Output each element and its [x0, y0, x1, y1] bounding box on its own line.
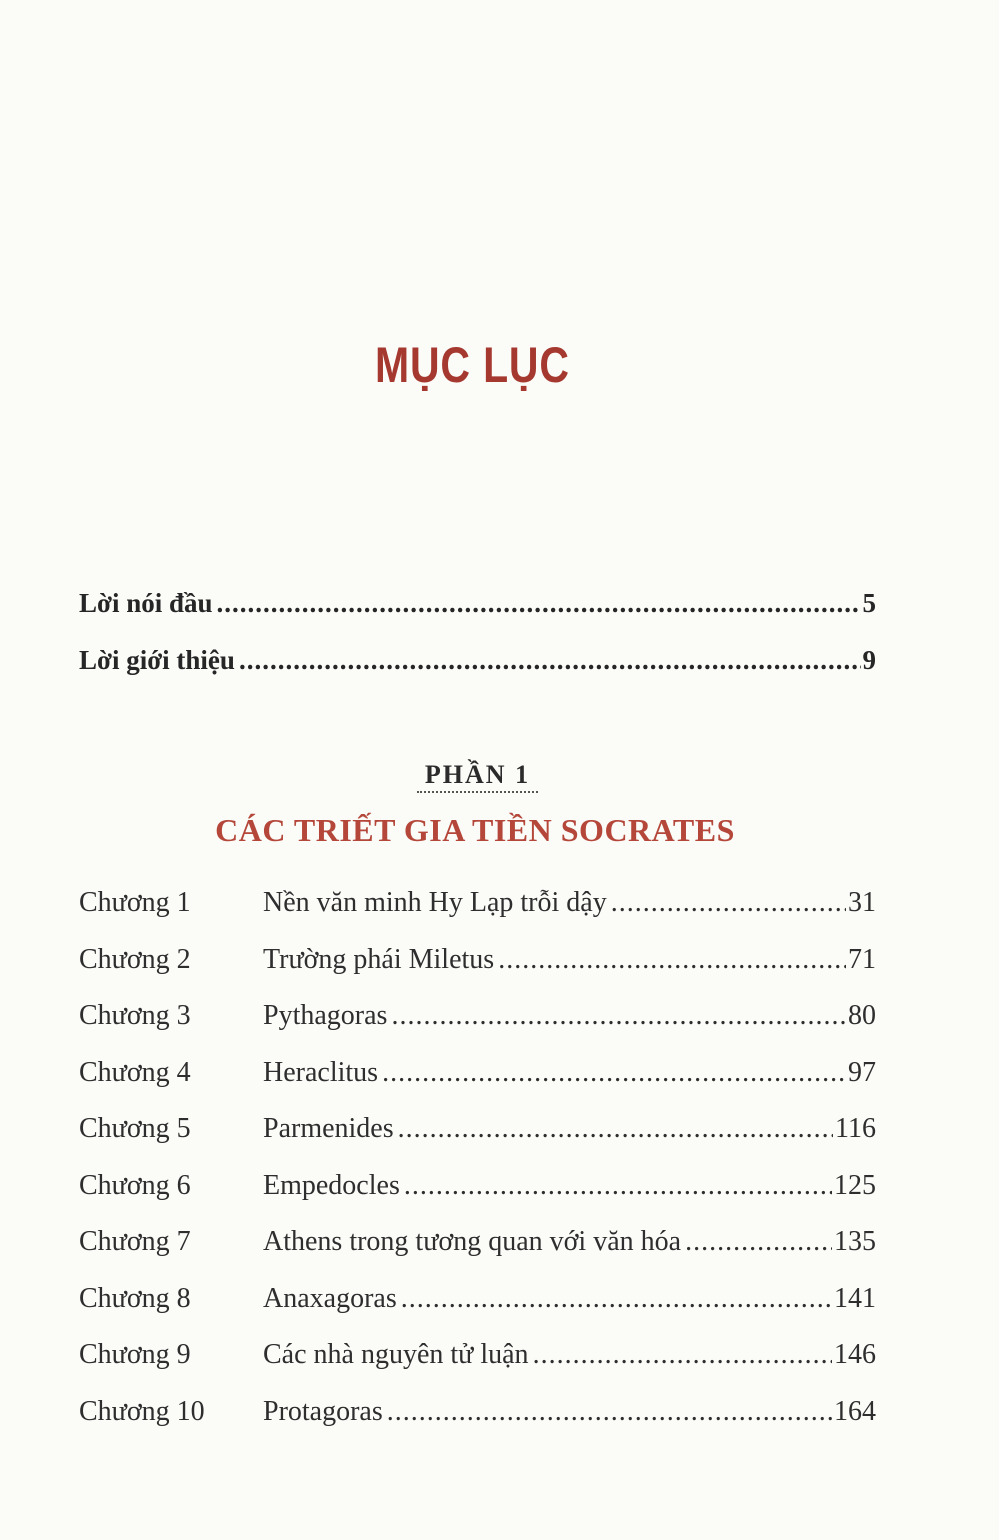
- entry-page-number: 9: [862, 645, 876, 675]
- chapter-page-number: 31: [848, 887, 876, 918]
- chapter-page-number: 164: [834, 1396, 876, 1427]
- dot-leader: [398, 1113, 833, 1145]
- chapter-number: Chương 3: [79, 1000, 191, 1031]
- chapter-number: Chương 8: [79, 1283, 191, 1314]
- part-label: PHẦN 1: [0, 760, 955, 790]
- chapter-page-number: 125: [834, 1170, 876, 1201]
- entry-label: Lời nói đầu: [79, 588, 213, 618]
- chapter-number: Chương 6: [79, 1170, 191, 1201]
- toc-entry-introduction: [79, 645, 876, 676]
- chapter-number: Chương 9: [79, 1339, 191, 1370]
- chapter-title: Protagoras: [263, 1396, 383, 1427]
- toc-entry-preface: [79, 588, 876, 619]
- dot-leader: [387, 1396, 832, 1428]
- chapter-number: Chương 2: [79, 944, 191, 975]
- chapter-page-number: 146: [834, 1339, 876, 1370]
- dot-leader: [611, 887, 846, 919]
- dot-leader: [239, 645, 861, 676]
- chapter-title: Heraclitus: [263, 1057, 379, 1088]
- toc-chapter-entry: [79, 1396, 876, 1428]
- chapter-title: Nền văn minh Hy Lạp trỗi dậy: [263, 887, 607, 918]
- dot-leader: [498, 944, 846, 976]
- chapter-page-number: 97: [848, 1057, 876, 1088]
- chapter-title: Parmenides: [263, 1113, 394, 1144]
- chapter-number: Chương 10: [79, 1396, 205, 1427]
- dot-leader: [382, 1057, 846, 1089]
- dot-leader: [404, 1170, 832, 1202]
- toc-chapter-entry: [79, 1000, 876, 1032]
- dot-leader: [217, 588, 861, 619]
- entry-page-number: 5: [862, 588, 876, 618]
- chapter-title: Trường phái Miletus: [263, 944, 495, 975]
- chapter-title: Empedocles: [263, 1170, 400, 1201]
- chapter-number: Chương 1: [79, 887, 191, 918]
- entry-label: Lời giới thiệu: [79, 645, 235, 675]
- chapter-title: Pythagoras: [263, 1000, 388, 1031]
- toc-chapter-entry: [79, 1113, 876, 1145]
- chapter-page-number: 135: [834, 1226, 876, 1257]
- chapter-page-number: 141: [834, 1283, 876, 1314]
- toc-chapter-entry: [79, 1057, 876, 1089]
- chapter-number: Chương 4: [79, 1057, 191, 1088]
- dot-leader: [401, 1283, 832, 1315]
- toc-chapter-entry: [79, 887, 876, 919]
- toc-chapter-entry: [79, 1226, 876, 1258]
- chapter-page-number: 80: [848, 1000, 876, 1031]
- chapter-number: Chương 5: [79, 1113, 191, 1144]
- toc-chapter-entry: [79, 1339, 876, 1371]
- chapter-page-number: 71: [848, 944, 876, 975]
- dot-leader: [391, 1000, 846, 1032]
- toc-chapter-entry: [79, 944, 876, 976]
- chapter-title: Athens trong tương quan với văn hóa: [263, 1226, 682, 1257]
- chapter-number: Chương 7: [79, 1226, 191, 1257]
- toc-chapter-entry: [79, 1170, 876, 1202]
- dot-leader: [533, 1339, 832, 1371]
- chapter-page-number: 116: [835, 1113, 876, 1144]
- page-title: MỤC LỤC: [375, 337, 570, 393]
- dot-leader: [685, 1226, 832, 1258]
- toc-chapter-entry: [79, 1283, 876, 1315]
- chapter-title: Các nhà nguyên tử luận: [263, 1339, 529, 1370]
- part-title: CÁC TRIẾT GIA TIỀN SOCRATES: [215, 812, 735, 848]
- chapter-title: Anaxagoras: [263, 1283, 397, 1314]
